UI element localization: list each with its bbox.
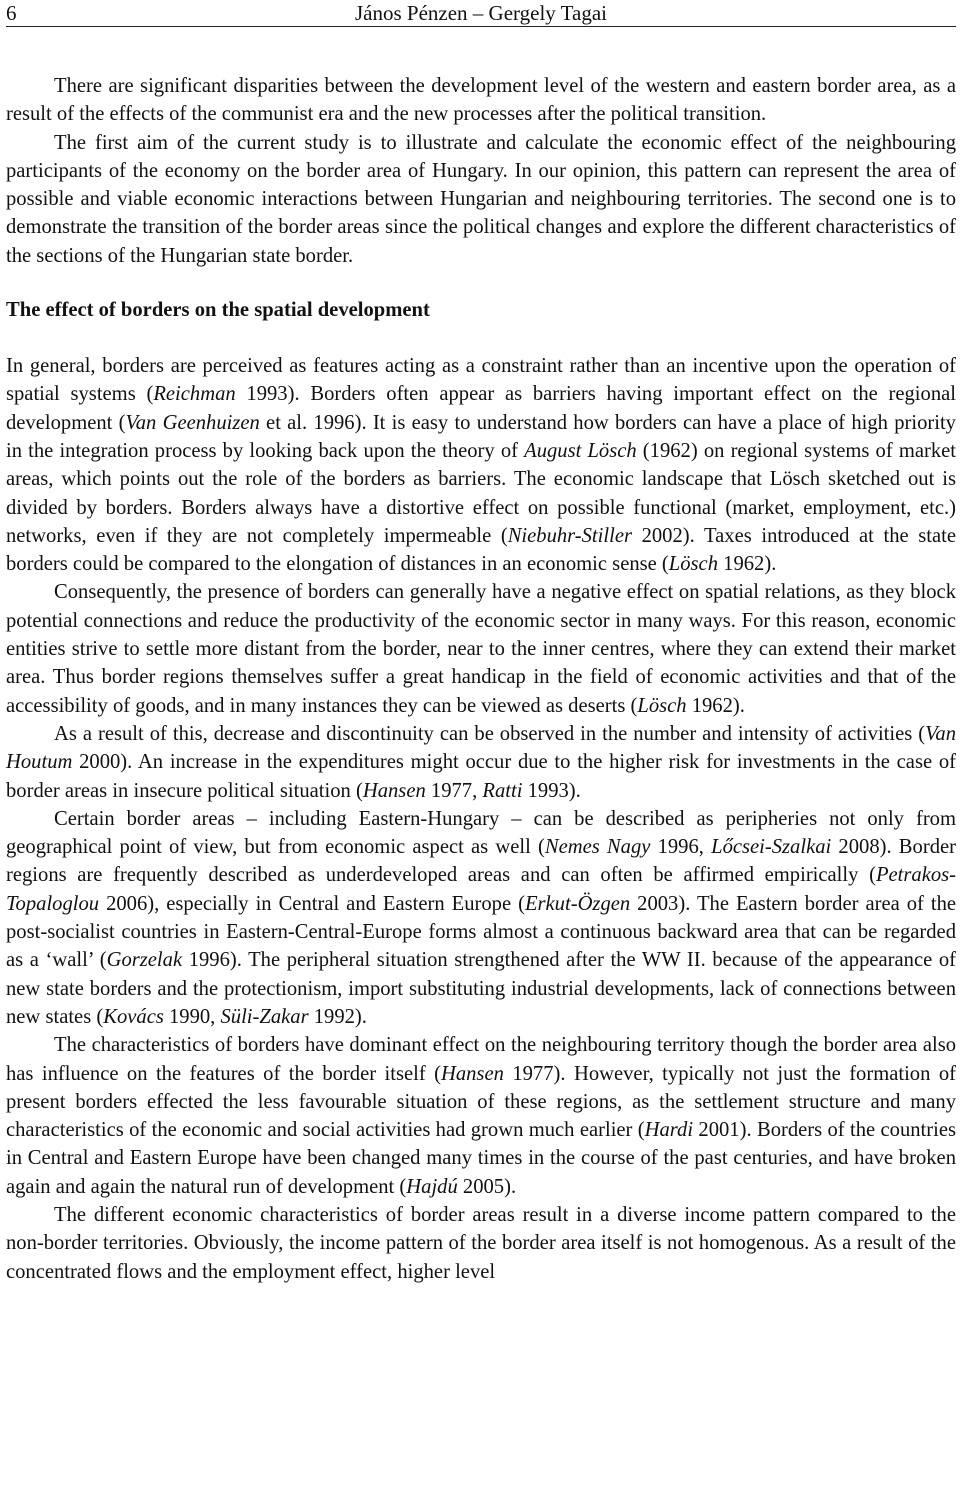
text-run: 2005). [457, 1175, 517, 1198]
paragraph-5 [6, 1031, 956, 1201]
text-run: 2008). Border regions are frequently described as underdeveloped areas and can often be affirmed empirically ( [6, 836, 956, 887]
citation: Van Houtum [6, 722, 956, 774]
text-run: 1996). The peripheral situation strengthened after the WW II. because of the appearance of new state borders and the protectionism, import substituting industrial developments, lack of connections between new states ( [6, 949, 956, 1028]
citation: Kovács [103, 1005, 164, 1028]
text-run: 2001). Borders of the countries in Central and Eastern Europe have been changed many times in the course of the past centuries, and have broken again and again the natural run of development ( [6, 1119, 956, 1198]
text-run: Consequently, the presence of borders can generally have a negative effect on spatial relations, as they block potential connections and reduce the productivity of the economic sector in many ways. For this reason, economic entities strive to settle more distant from the border, near to the inner centres, where they can extend their market area. Thus border regions themselves suffer a great handicap in the field of economic activities and that of the accessibility of goods, and in many instances they can be viewed as deserts ( [6, 581, 956, 717]
intro-paragraph-1: There are significant disparities between the development level of the western and eastern border area, as a result of the effects of the communist era and the new processes after the political transition. [6, 75, 956, 126]
citation: Lösch [637, 694, 687, 717]
page-number: 6 [6, 1, 17, 25]
citation: Niebuhr-Stiller [507, 524, 632, 547]
text-run: 2006), especially in Central and Eastern Europe ( [99, 892, 525, 915]
text-run: 1993). [522, 779, 581, 802]
text-run: 1990, [163, 1005, 221, 1028]
text-run: 1992). [308, 1005, 367, 1028]
text-run: 2003). The Eastern border area of the post-socialist countries in Eastern-Central-Europe forms almost a continuous backward area that can be regarded as a ‘wall’ ( [6, 892, 957, 972]
running-header [6, 0, 956, 27]
citation: Hansen [362, 779, 426, 802]
citation: Ratti [482, 779, 523, 802]
text-run: The different economic characteristics of border areas result in a diverse income pattern compared to the non-border territories. Obviously, the income pattern of the border area itself is not homogenous. As a result of the concentrated flows and the employment effect, higher level [6, 1203, 956, 1283]
text-run: 1993). Borders often appear as barriers having important effect on the regional development ( [6, 383, 956, 434]
paragraph-2 [6, 578, 956, 719]
text-run: 2002). Taxes introduced at the state borders could be compared to the elongation of distances in an economic sense ( [6, 524, 956, 576]
citation: August Lösch [524, 439, 637, 462]
paragraph-3 [6, 720, 956, 805]
section-heading: The effect of borders on the spatial development [6, 299, 430, 322]
paragraph-1 [6, 352, 956, 578]
citation: Hansen [440, 1062, 504, 1085]
text-run: 1977). However, typically not just the formation of present borders effected the less favourable situation of these regions, as the settlement structure and many characteristics of the economic and social activities had grown much earlier ( [6, 1062, 956, 1142]
text-run: 2000). An increase in the expenditures might occur due to the higher risk for investments in the case of border areas in insecure political situation ( [6, 751, 956, 802]
citation: Reichman [153, 383, 236, 406]
running-head-authors: János Pénzen – Gergely Tagai [354, 1, 608, 25]
citation: Lösch [668, 553, 718, 576]
text-run: As a result of this, decrease and discontinuity can be observed in the number and intensity of activities ( [54, 722, 926, 745]
citation: Hajdú [406, 1175, 458, 1198]
paragraph-6 [6, 1201, 956, 1286]
intro-paragraph-2: The first aim of the current study is to illustrate and calculate the economic effect of the neighbouring participants of the economy on the border area of Hungary. In our opinion, this pattern can represent the area of possible and viable economic interactions between Hungarian and neighbouring territories. The second one is to demonstrate the transition of the border areas since the political changes and explore the different characteristics of the sections of the Hungarian state border. [6, 131, 956, 267]
citation: Süli-Zakar [220, 1005, 309, 1028]
paragraph-4 [6, 805, 956, 1031]
citation: Petrakos-Topaloglou [6, 864, 956, 915]
citation: Hardi [644, 1119, 694, 1142]
citation: Nemes Nagy [544, 836, 651, 859]
body-text [6, 72, 956, 1286]
citation: Erkut-Özgen [524, 892, 631, 915]
citation: Lőcsei-Szalkai [711, 836, 832, 859]
text-run: 1962). [718, 553, 777, 576]
text-run: 1996, [650, 836, 712, 859]
document-page [6, 0, 956, 1286]
text-run: The characteristics of borders have dominant effect on the neighbouring territory though the border area also has influence on the features of the border itself ( [6, 1034, 956, 1085]
text-run: In general, borders are perceived as features acting as a constraint rather than an incentive upon the operation of spatial systems ( [6, 355, 956, 406]
text-run: 1962). [686, 694, 745, 717]
text-run: (1962) on regional systems of market areas, which points out the role of the borders as barriers. The economic landscape that Lösch sketched out is divided by borders. Borders always have a distortive effect on possible functional (market, employment, etc.) networks, even if they are not completely impermeable ( [6, 439, 956, 547]
text-run: Certain border areas – including Eastern-Hungary – can be described as peripheries not only from geographical point of view, but from economic aspect as well ( [6, 807, 956, 859]
text-run: et al. 1996). It is easy to understand how borders can have a place of high priority in the integration process by looking back upon the theory of [6, 411, 956, 462]
citation: Van Geenhuizen [125, 411, 260, 434]
text-run: 1977, [425, 779, 483, 802]
citation: Gorzelak [106, 949, 183, 972]
